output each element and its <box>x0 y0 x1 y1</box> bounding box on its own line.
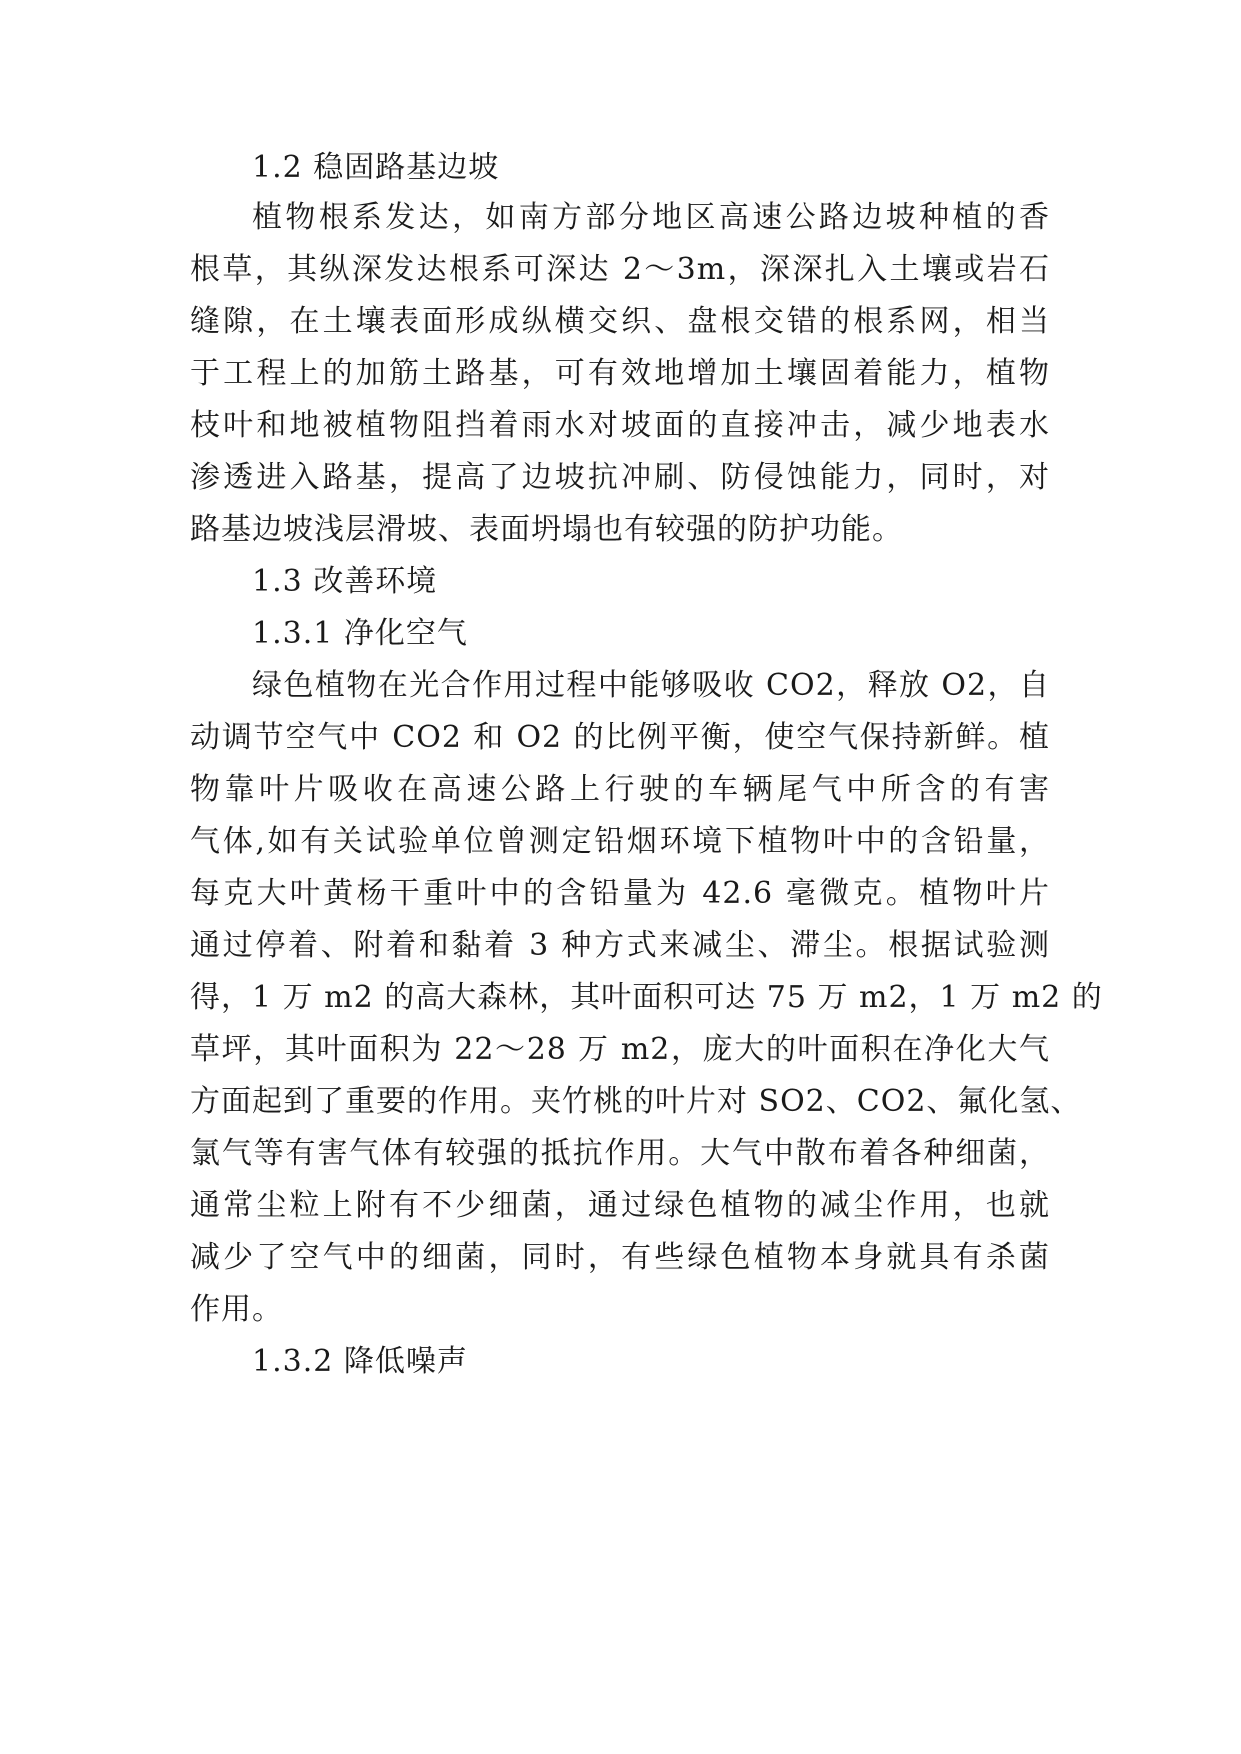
paragraph-line: 草坪，其叶面积为 22～28 万 m2，庞大的叶面积在净化大气 <box>190 1032 1050 1067</box>
paragraph-line: 渗透进入路基，提高了边坡抗冲刷、防侵蚀能力，同时，对 <box>190 460 1050 495</box>
paragraph-line: 得，1 万 m2 的高大森林，其叶面积可达 75 万 m2，1 万 m2 的 <box>190 980 1103 1015</box>
paragraph-line: 枝叶和地被植物阻挡着雨水对坡面的直接冲击，减少地表水 <box>190 408 1050 443</box>
paragraph-line: 气体,如有关试验单位曾测定铅烟环境下植物叶中的含铅量， <box>190 824 1050 859</box>
paragraph-line: 作用。 <box>190 1292 283 1327</box>
paragraph-line: 根草，其纵深发达根系可深达 2～3m，深深扎入土壤或岩石 <box>190 252 1050 287</box>
section-heading-1-3: 1.3 改善环境 <box>252 564 438 599</box>
paragraph-line: 缝隙，在土壤表面形成纵横交织、盘根交错的根系网，相当 <box>190 304 1050 339</box>
paragraph-line: 植物根系发达，如南方部分地区高速公路边坡种植的香 <box>252 200 1050 235</box>
paragraph-line: 物靠叶片吸收在高速公路上行驶的车辆尾气中所含的有害 <box>190 772 1050 807</box>
paragraph-line: 氯气等有害气体有较强的抵抗作用。大气中散布着各种细菌， <box>190 1136 1050 1171</box>
section-heading-1-3-2: 1.3.2 降低噪声 <box>252 1344 468 1379</box>
section-heading-1-2: 1.2 稳固路基边坡 <box>252 150 500 185</box>
paragraph-line: 方面起到了重要的作用。夹竹桃的叶片对 SO2、CO2、氟化氢、 <box>190 1084 1082 1119</box>
paragraph-line: 通过停着、附着和黏着 3 种方式来减尘、滞尘。根据试验测 <box>190 928 1050 963</box>
paragraph-line: 每克大叶黄杨干重叶中的含铅量为 42.6 毫微克。植物叶片 <box>190 876 1050 911</box>
paragraph-line: 通常尘粒上附有不少细菌，通过绿色植物的减尘作用，也就 <box>190 1188 1050 1223</box>
paragraph-line: 于工程上的加筋土路基，可有效地增加土壤固着能力，植物 <box>190 356 1050 391</box>
paragraph-line: 动调节空气中 CO2 和 O2 的比例平衡，使空气保持新鲜。植 <box>190 720 1050 755</box>
paragraph-line: 路基边坡浅层滑坡、表面坍塌也有较强的防护功能。 <box>190 512 903 547</box>
paragraph-line: 减少了空气中的细菌，同时，有些绿色植物本身就具有杀菌 <box>190 1240 1050 1275</box>
section-heading-1-3-1: 1.3.1 净化空气 <box>252 616 468 651</box>
paragraph-line: 绿色植物在光合作用过程中能够吸收 CO2，释放 O2，自 <box>252 668 1050 703</box>
